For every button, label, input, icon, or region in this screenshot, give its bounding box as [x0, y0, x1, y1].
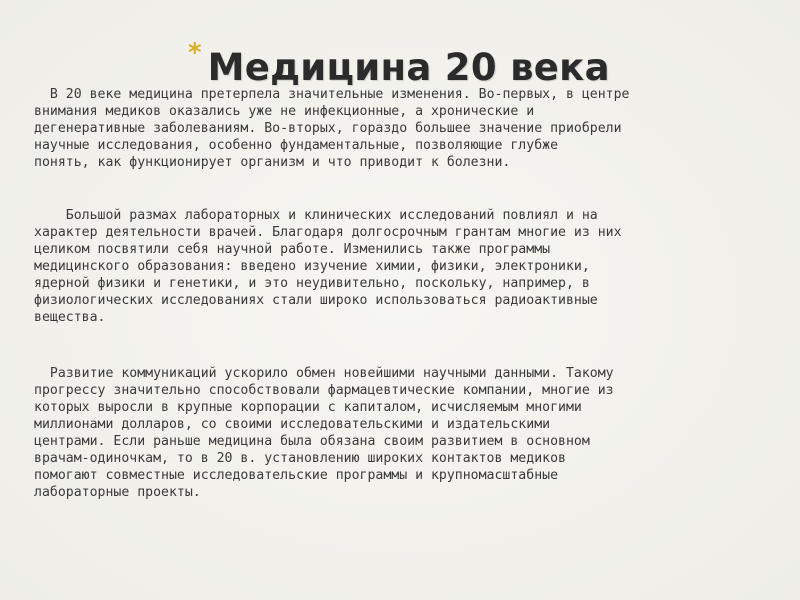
bullet-icon: * — [188, 38, 202, 68]
slide-title: Медицина 20 века — [207, 46, 610, 89]
paragraph-1: В 20 веке медицина претерпела значительные изменения. Во-первых, в центре внимания медиков оказались уже не инфекционные, а хронические и дегенеративные заболеваниям. Во-вторых, гораздо большее значение приобрели научные исследования, особенно фундаментальные, позволяющие глубже понять, как функционирует организм и что приводит к болезни. — [34, 87, 630, 170]
title-row — [188, 38, 610, 98]
paragraph-3: Развитие коммуникаций ускорило обмен новейшими научными данными. Такому прогрессу значительно способствовали фармацевтические компании, многие из которых выросли в крупные корпорации с капиталом, исчисляемым многими миллионами долларов, со своими исследовательскими и издательскими центрами. Если раньше медицина была обязана своим развитием в основном врачам-одиночкам, то в 20 в. установлению широких контактов медиков помогают совместные исследовательские программы и крупномасштабные лабораторные проекты. — [34, 366, 614, 500]
paragraph-2: Большой размах лабораторных и клинических исследований повлиял и на характер деятельности врачей. Благодаря долгосрочным грантам многие из них целиком посвятили себя научной работе. Изменились также программы медицинского образования: введено изучение химии, физики, электроники, ядерной физики и генетики, и это неудивительно, поскольку, например, в физиологических исследованиях стали широко использоваться радиоактивные вещества. — [34, 208, 622, 325]
